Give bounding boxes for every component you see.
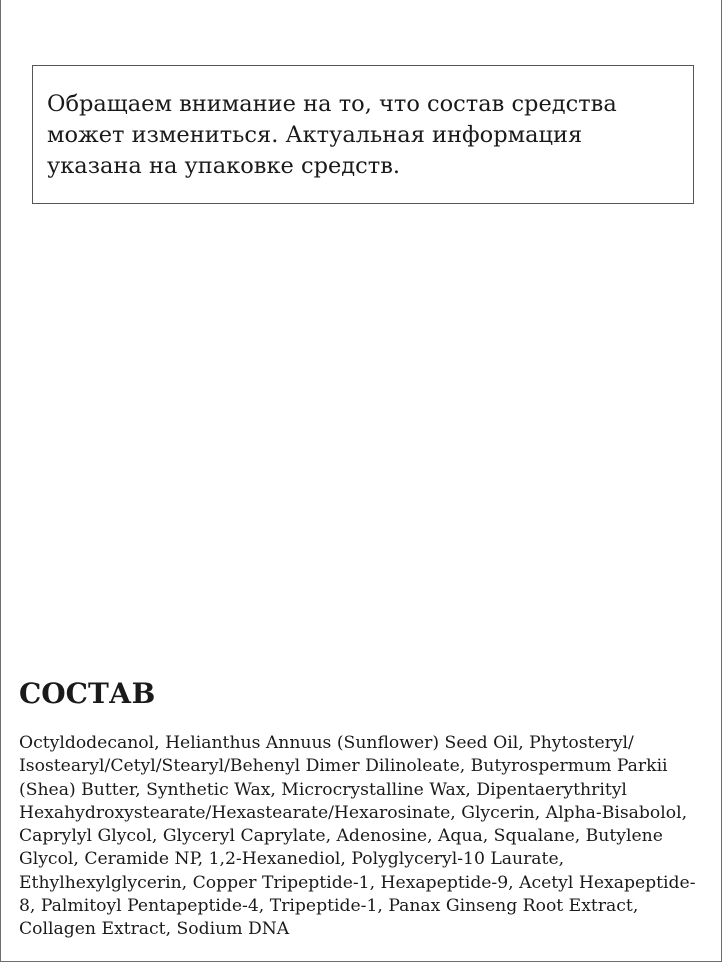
notice-text: Обращаем внимание на то, что состав средства может измениться. Актуальная информация указана на упаковке средств. [47,91,617,179]
notice-box [32,65,694,204]
ingredients-list: Octyldodecanol, Helianthus Annuus (Sunflower) Seed Oil, Phytosteryl/ Isostearyl/Cetyl/Stearyl/Behenyl Dimer Dilinoleate, Butyrospermum Parkii (Shea) Butter, Synthetic Wax, Microcrystalline Wax, Dipentaerythrityl Hexahydroxystearate/Hexastearate/Hexarosinate, Glycerin, Alpha-Bisabolol, Caprylyl Glycol, Glyceryl Caprylate, Adenosine, Aqua, Squalane, Butylene Glycol, Ceramide NP, 1,2-Hexanediol, Polyglyceryl-10 Laurate, Ethylhexylglycerin, Copper Tripeptide-1, Hexapeptide-9, Acetyl Hexapeptide-8, Palmitoyl Pentapeptide-4, Tripeptide-1, Panax Ginseng Root Extract, Collagen Extract, Sodium DNA [19,733,696,940]
composition-heading: СОСТАВ [19,677,156,710]
